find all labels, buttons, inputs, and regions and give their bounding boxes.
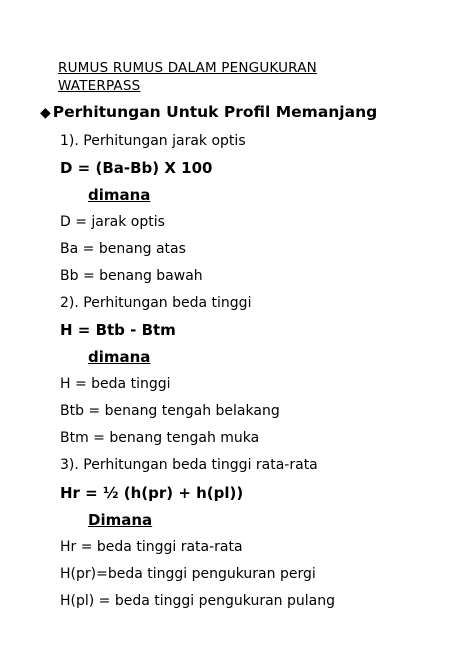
rata-title: 3). Perhitungan beda tinggi rata-rata bbox=[60, 457, 318, 473]
beda-formula: H = Btb - Btm bbox=[60, 321, 176, 339]
rata-dimana: Dimana bbox=[88, 511, 153, 529]
optis-definition-bb: Bb = benang bawah bbox=[60, 268, 203, 284]
document-title-line-2: WATERPASS bbox=[58, 78, 141, 94]
optis-definition-ba: Ba = benang atas bbox=[60, 241, 186, 257]
beda-definition-h: H = beda tinggi bbox=[60, 376, 171, 392]
beda-dimana: dimana bbox=[88, 348, 151, 366]
beda-definition-btm: Btm = benang tengah muka bbox=[60, 430, 260, 446]
rata-definition-hr: Hr = beda tinggi rata-rata bbox=[60, 539, 243, 555]
beda-definition-btb: Btb = benang tengah belakang bbox=[60, 403, 280, 419]
rata-definition-hpr: H(pr)=beda tinggi pengukuran pergi bbox=[60, 566, 316, 582]
optis-title: 1). Perhitungan jarak optis bbox=[60, 133, 246, 149]
rata-definition-hpl: H(pl) = beda tinggi pengukuran pulang bbox=[60, 593, 335, 609]
rata-formula: Hr = ½ (h(pr) + h(pl)) bbox=[60, 484, 244, 502]
optis-dimana: dimana bbox=[88, 186, 151, 204]
section-heading-text: Perhitungan Untuk Profil Memanjang bbox=[52, 103, 378, 121]
diamond-bullet-icon: ◆ bbox=[40, 105, 51, 121]
optis-definition-d: D = jarak optis bbox=[60, 214, 165, 230]
document-title-line-1: RUMUS RUMUS DALAM PENGUKURAN bbox=[58, 60, 317, 76]
optis-formula: D = (Ba-Bb) X 100 bbox=[60, 159, 213, 177]
beda-title: 2). Perhitungan beda tinggi bbox=[60, 295, 252, 311]
section-heading bbox=[40, 103, 377, 122]
